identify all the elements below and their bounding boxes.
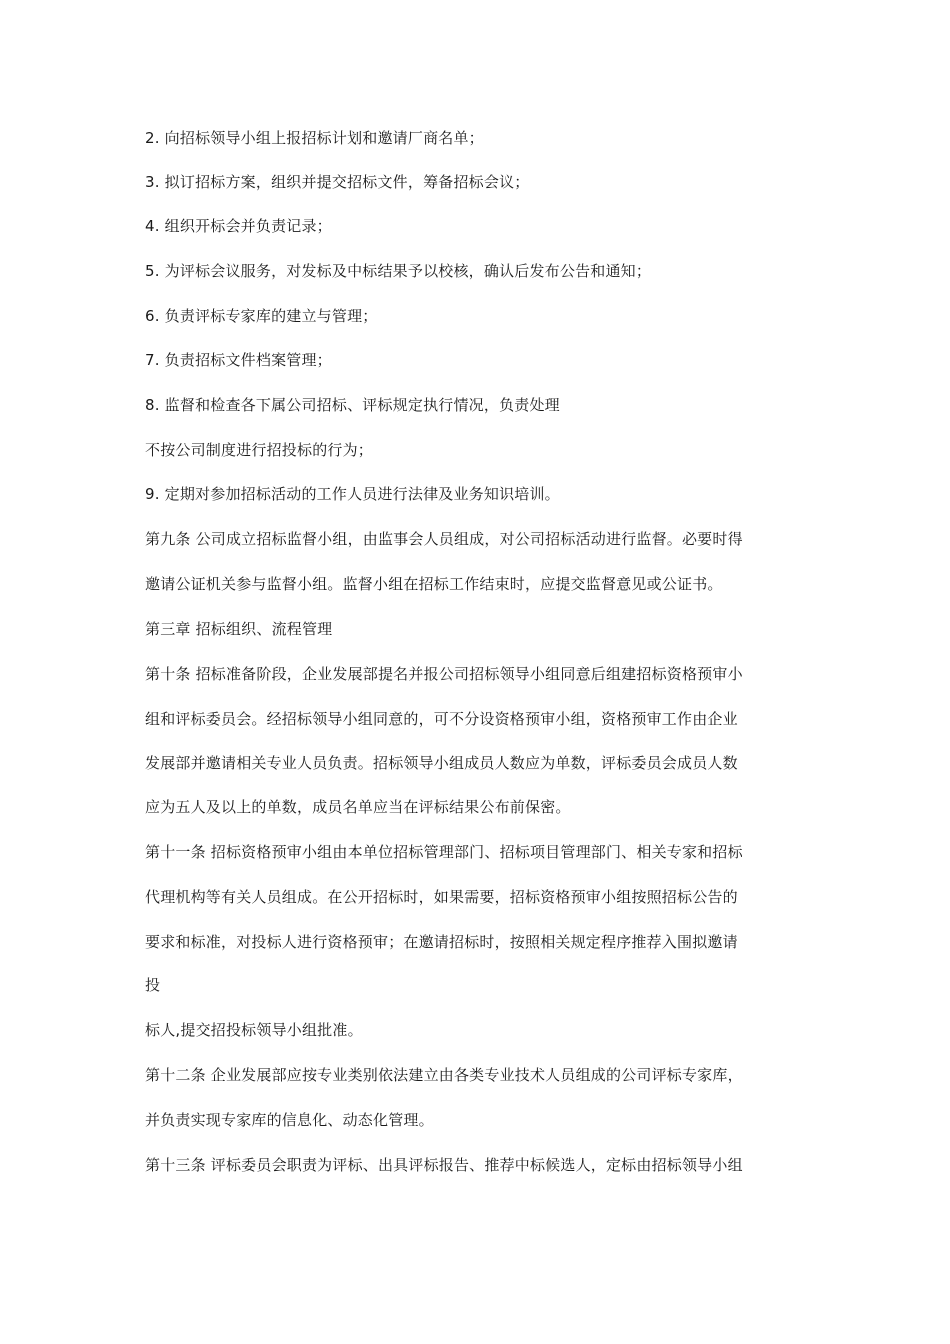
text-line: 5. 为评标会议服务，对发标及中标结果予以校核，确认后发布公告和通知； (145, 262, 652, 280)
text-line: 组和评标委员会。经招标领导小组同意的，可不分设资格预审小组，资格预审工作由企业 (145, 710, 738, 728)
text-line: 第十条 招标准备阶段，企业发展部提名并报公司招标领导小组同意后组建招标资格预审小 (145, 665, 743, 683)
text-line: 第十二条 企业发展部应按专业类别依法建立由各类专业技术人员组成的公司评标专家库， (145, 1066, 743, 1084)
text-line: 3. 拟订招标方案，组织并提交招标文件，筹备招标会议； (145, 173, 530, 191)
text-line: 9. 定期对参加招标活动的工作人员进行法律及业务知识培训。 (145, 485, 560, 503)
text-line: 第十一条 招标资格预审小组由本单位招标管理部门、招标项目管理部门、相关专家和招标 (145, 843, 743, 861)
text-line: 代理机构等有关人员组成。在公开招标时，如果需要，招标资格预审小组按照招标公告的 (145, 888, 738, 906)
text-line: 并负责实现专家库的信息化、动态化管理。 (145, 1111, 434, 1129)
text-line: 4. 组织开标会并负责记录； (145, 217, 332, 235)
text-line: 邀请公证机关参与监督小组。监督小组在招标工作结束时，应提交监督意见或公证书。 (145, 575, 723, 593)
text-line: 6. 负责评标专家库的建立与管理； (145, 307, 378, 325)
text-line: 发展部并邀请相关专业人员负责。招标领导小组成员人数应为单数，评标委员会成员人数 (145, 754, 738, 772)
text-line: 要求和标准，对投标人进行资格预审；在邀请招标时，按照相关规定程序推荐入围拟邀请 (145, 933, 738, 951)
text-line: 第十三条 评标委员会职责为评标、出具评标报告、推荐中标候选人，定标由招标领导小组 (145, 1156, 743, 1174)
text-line: 标人,提交招投标领导小组批准。 (145, 1021, 363, 1039)
text-line: 2. 向招标领导小组上报招标计划和邀请厂商名单； (145, 129, 484, 147)
text-line: 第九条 公司成立招标监督小组，由监事会人员组成，对公司招标活动进行监督。必要时得 (145, 530, 743, 548)
text-line: 8. 监督和检查各下属公司招标、评标规定执行情况，负责处理 (145, 396, 560, 414)
text-line: 投 (145, 976, 161, 994)
text-line: 应为五人及以上的单数，成员名单应当在评标结果公布前保密。 (145, 798, 571, 816)
text-line: 7. 负责招标文件档案管理； (145, 351, 332, 369)
section-heading: 第三章 招标组织、流程管理 (145, 620, 333, 638)
text-line: 不按公司制度进行招投标的行为； (145, 441, 374, 459)
